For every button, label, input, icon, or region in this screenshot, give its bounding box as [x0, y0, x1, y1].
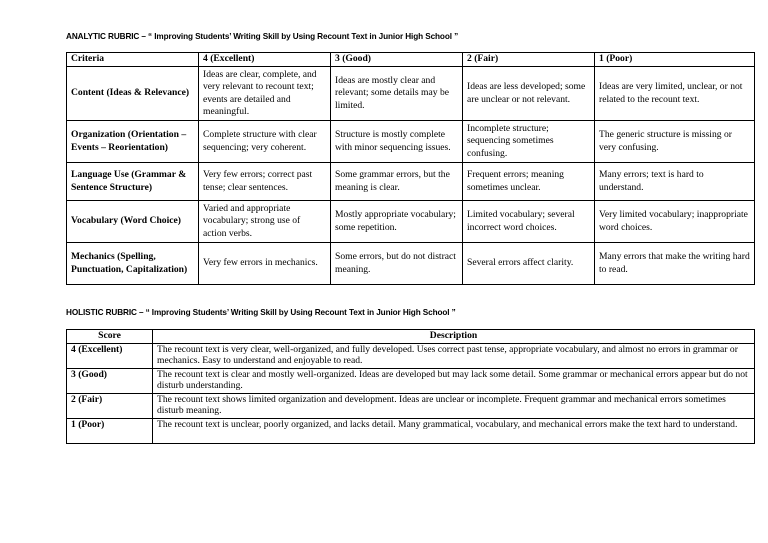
table-row [67, 201, 755, 243]
criteria-cell: Organization (Orientation – Events – Reorientation) [67, 121, 199, 163]
criteria-cell: Content (Ideas & Relevance) [67, 67, 199, 121]
fair-cell: Incomplete structure; sequencing sometimes confusing. [463, 121, 595, 163]
good-cell: Mostly appropriate vocabulary; some repetition. [331, 201, 463, 243]
holistic-rubric-heading: HOLISTIC RUBRIC – “ Improving Students’ Writing Skill by Using Recount Text in Junior High School ” [66, 308, 456, 317]
excellent-cell: Very few errors in mechanics. [199, 243, 331, 285]
description-cell: The recount text is very clear, well-organized, and fully developed. Uses correct past tense, appropriate vocabulary, and almost no errors in grammar or mechanics. Easy to understand and enjoyable to read. [153, 343, 755, 368]
excellent-cell: Very few errors; correct past tense; clear sentences. [199, 163, 331, 201]
criteria-cell: Vocabulary (Word Choice) [67, 201, 199, 243]
table-row [67, 67, 755, 121]
table-row [67, 418, 755, 443]
score-cell: 1 (Poor) [67, 418, 153, 443]
column-header-description: Description [153, 330, 755, 344]
description-cell: The recount text is clear and mostly well-organized. Ideas are developed but may lack some detail. Some grammar or mechanical errors appear but do not disturb understanding. [153, 368, 755, 393]
column-header-score: Score [67, 330, 153, 344]
good-cell: Some grammar errors, but the meaning is clear. [331, 163, 463, 201]
table-row [67, 243, 755, 285]
fair-cell: Frequent errors; meaning sometimes unclear. [463, 163, 595, 201]
criteria-cell: Mechanics (Spelling, Punctuation, Capitalization) [67, 243, 199, 285]
table-row [67, 343, 755, 368]
column-header-excellent: 4 (Excellent) [199, 53, 331, 67]
score-cell: 3 (Good) [67, 368, 153, 393]
good-cell: Ideas are mostly clear and relevant; some details may be limited. [331, 67, 463, 121]
fair-cell: Ideas are less developed; some are unclear or not relevant. [463, 67, 595, 121]
holistic-rubric-table [66, 329, 755, 444]
poor-cell: Many errors that make the writing hard to read. [595, 243, 755, 285]
table-row [67, 368, 755, 393]
fair-cell: Limited vocabulary; several incorrect word choices. [463, 201, 595, 243]
table-row [67, 121, 755, 163]
table-row [67, 163, 755, 201]
column-header-good: 3 (Good) [331, 53, 463, 67]
score-cell: 2 (Fair) [67, 393, 153, 418]
table-row [67, 393, 755, 418]
column-header-criteria: Criteria [67, 53, 199, 67]
description-cell: The recount text is unclear, poorly organized, and lacks detail. Many grammatical, vocabulary, and mechanical errors make the text hard to understand. [153, 418, 755, 443]
description-cell: The recount text shows limited organization and development. Ideas are unclear or incomplete. Frequent grammar and mechanical errors sometimes disturb meaning. [153, 393, 755, 418]
fair-cell: Several errors affect clarity. [463, 243, 595, 285]
criteria-cell: Language Use (Grammar & Sentence Structure) [67, 163, 199, 201]
excellent-cell: Ideas are clear, complete, and very relevant to recount text; events are detailed and meaningful. [199, 67, 331, 121]
excellent-cell: Varied and appropriate vocabulary; strong use of action verbs. [199, 201, 331, 243]
poor-cell: Very limited vocabulary; inappropriate word choices. [595, 201, 755, 243]
holistic-header-row [67, 330, 755, 344]
score-cell: 4 (Excellent) [67, 343, 153, 368]
analytic-header-row [67, 53, 755, 67]
good-cell: Some errors, but do not distract meaning. [331, 243, 463, 285]
poor-cell: The generic structure is missing or very confusing. [595, 121, 755, 163]
analytic-rubric-heading: ANALYTIC RUBRIC – “ Improving Students’ Writing Skill by Using Recount Text in Junior High School ” [66, 32, 459, 41]
good-cell: Structure is mostly complete with minor sequencing issues. [331, 121, 463, 163]
poor-cell: Ideas are very limited, unclear, or not related to the recount text. [595, 67, 755, 121]
excellent-cell: Complete structure with clear sequencing; very coherent. [199, 121, 331, 163]
column-header-fair: 2 (Fair) [463, 53, 595, 67]
analytic-rubric-table [66, 52, 755, 285]
column-header-poor: 1 (Poor) [595, 53, 755, 67]
poor-cell: Many errors; text is hard to understand. [595, 163, 755, 201]
